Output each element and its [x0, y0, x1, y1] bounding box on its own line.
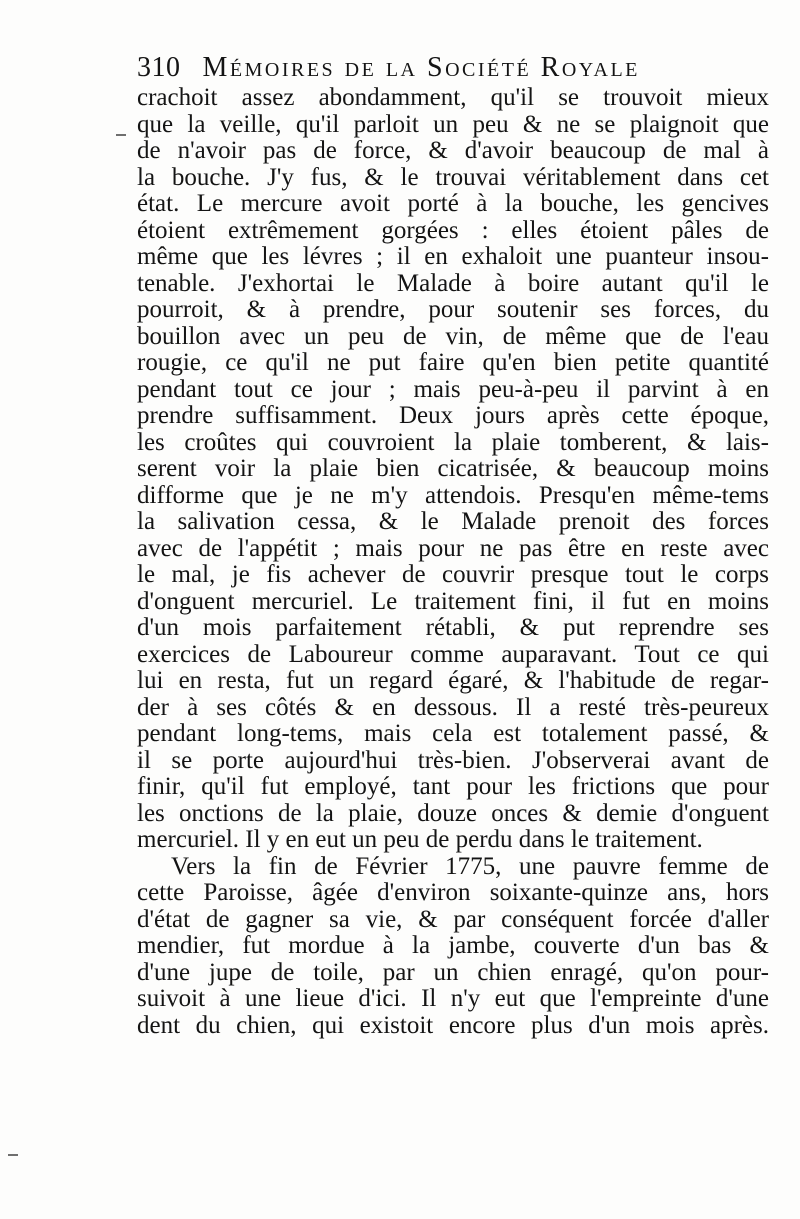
running-title: Mémoires de la Société Royale: [202, 52, 640, 83]
text-line: d'onguent mercuriel. Le traitement fini, il fut en moins: [137, 587, 769, 615]
text-line: étoient extrêmement gorgées : elles étoient pâles de: [137, 216, 769, 244]
text-line: pourroit, & à prendre, pour soutenir ses forces, du: [137, 296, 769, 323]
text-line: d'état de gagner sa vie, & par conséquent forcée d'aller: [137, 905, 769, 933]
text-line: les croûtes qui couvroient la plaie tomberent, & lais-: [137, 428, 769, 456]
body-text: [137, 85, 769, 1039]
text-line: prendre suffisamment. Deux jours après cette époque,: [137, 402, 769, 429]
text-line: dent du chien, qui existoit encore plus d'un mois après.: [137, 1011, 769, 1039]
text-line: difforme que je ne m'y attendois. Presqu'en même-tems: [137, 481, 769, 509]
text-line: der à ses côtés & en dessous. Il a resté très-peureux: [137, 693, 769, 721]
text-line: il se porte aujourd'hui très-bien. J'observerai avant de: [137, 746, 769, 774]
text-line: suivoit à une lieue d'ici. Il n'y eut que l'empreinte d'une: [137, 985, 769, 1012]
text-line: mendier, fut mordue à la jambe, couverte d'un bas &: [137, 932, 769, 959]
text-line: finir, qu'il fut employé, tant pour les frictions que pour: [137, 773, 769, 800]
text-line: bouillon avec un peu de vin, de même que de l'eau: [137, 322, 769, 350]
text-line: rougie, ce qu'il ne put faire qu'en bien petite quantité: [137, 349, 769, 376]
text-line: le mal, je fis achever de couvrir presque tout le corps: [137, 561, 769, 588]
margin-mark: [8, 1154, 18, 1156]
paragraph-start-line: Vers la fin de Février 1775, une pauvre femme de: [171, 852, 769, 880]
text-line: même que les lévres ; il en exhaloit une puanteur insou-: [137, 243, 769, 270]
text-line: que la veille, qu'il parloit un peu & ne se plaignoit que: [137, 110, 769, 138]
running-head: [137, 48, 777, 88]
text-line: lui en resta, fut un regard égaré, & l'habitude de regar-: [137, 667, 769, 694]
text-line: avec de l'appétit ; mais pour ne pas être en reste avec: [137, 534, 769, 562]
text-line: tenable. J'exhortai le Malade à boire autant qu'il le: [137, 269, 769, 297]
text-line: serent voir la plaie bien cicatrisée, & beaucoup moins: [137, 455, 769, 482]
text-line: état. Le mercure avoit porté à la bouche, les gencives: [137, 190, 769, 217]
margin-mark: [116, 134, 126, 136]
text-line: la bouche. J'y fus, & le trouvai véritablement dans cet: [137, 163, 769, 191]
paragraph-end-line: mercuriel. Il y en eut un peu de perdu dans le traitement.: [137, 826, 703, 853]
text-line: de n'avoir pas de force, & d'avoir beaucoup de mal à: [137, 137, 769, 164]
text-line: exercices de Laboureur comme auparavant. Tout ce qui: [137, 640, 769, 668]
text-line: pendant long-tems, mais cela est totalement passé, &: [137, 720, 769, 747]
text-line: d'une jupe de toile, par un chien enragé, qu'on pour-: [137, 958, 769, 986]
text-line: pendant tout ce jour ; mais peu-à-peu il parvint à en: [137, 375, 769, 403]
text-line: crachoit assez abondamment, qu'il se trouvoit mieux: [137, 84, 769, 111]
text-line: d'un mois parfaitement rétabli, & put reprendre ses: [137, 614, 769, 641]
page-number: 310: [137, 52, 181, 83]
text-line: cette Paroisse, âgée d'environ soixante-quinze ans, hors: [137, 879, 769, 906]
text-line: la salivation cessa, & le Malade prenoit des forces: [137, 508, 769, 535]
text-line: les onctions de la plaie, douze onces & demie d'onguent: [137, 799, 769, 827]
